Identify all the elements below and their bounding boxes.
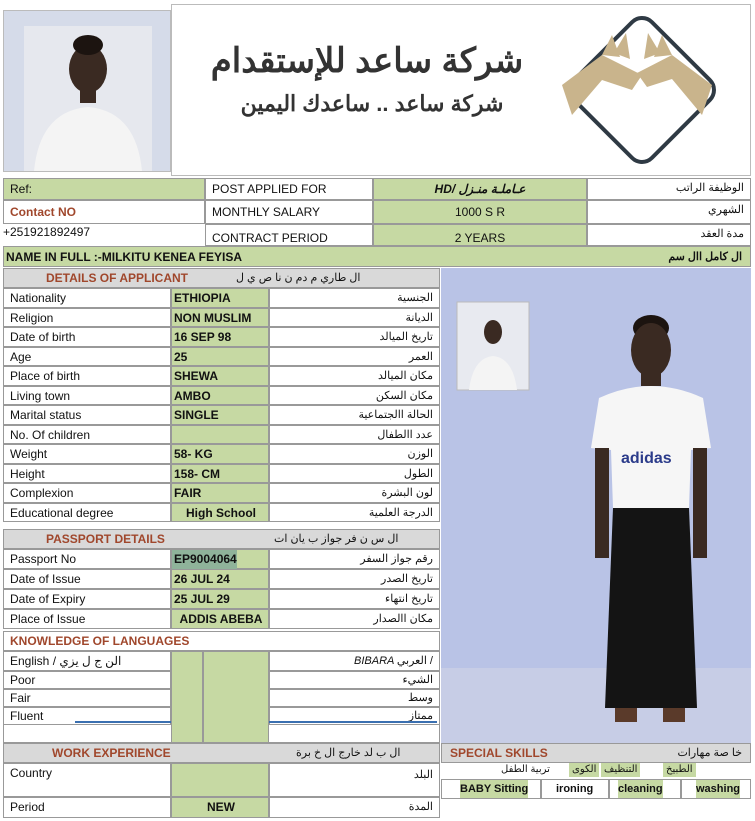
details-label: Age: [10, 349, 32, 364]
english-label: [3, 651, 171, 671]
passport-label: Date of Expiry: [10, 592, 86, 606]
details-label-cell: [3, 503, 171, 523]
details-ar-cell: [269, 308, 440, 328]
passport-row: [3, 569, 440, 589]
details-value-cell: [171, 347, 269, 367]
details-row: [3, 464, 440, 484]
details-row: [3, 288, 440, 308]
passport-ar-cell: [269, 589, 440, 609]
language-level-ar: وسط: [408, 692, 433, 704]
salary-label: MONTHLY SALARY: [205, 200, 373, 224]
skill-ar-washing: الطبيخ: [663, 763, 696, 777]
details-value: 25: [174, 349, 188, 364]
details-ar-cell: [269, 444, 440, 464]
country-label: Country: [10, 766, 53, 780]
applicant-full-photo: [441, 268, 751, 743]
details-label: Living town: [10, 388, 71, 403]
details-label-cell: [3, 425, 171, 445]
passport-value-cell: [171, 589, 269, 609]
details-label-cell: [3, 444, 171, 464]
language-level-label: Fair: [10, 691, 31, 705]
details-value: SINGLE: [174, 408, 219, 422]
details-label: Educational degree: [10, 505, 114, 520]
skill-ar-baby: تربية الطفل: [501, 764, 550, 775]
passport-ar-cell: [269, 549, 440, 569]
passport-ar: تاريخ الصدر: [381, 573, 433, 585]
details-value: FAIR: [174, 486, 202, 500]
company-logo: [542, 15, 732, 165]
passport-value: ADDIS ABEBA: [179, 612, 263, 626]
language-level-label-cell: [3, 689, 171, 707]
skills-ar-row: [441, 763, 751, 779]
details-label-cell: [3, 405, 171, 425]
passport-value: 26 JUL 24: [174, 572, 230, 586]
language-level-ar-cell: [269, 671, 440, 689]
details-value: 58- KG: [174, 447, 213, 461]
details-row: [3, 444, 440, 464]
applicant-headshot: [3, 10, 171, 172]
details-label: Complexion: [10, 486, 74, 500]
passport-value-cell: [171, 549, 269, 569]
details-title-ar: ال طاري م دم ن نا ص ي ل: [236, 272, 361, 284]
passport-label-cell: [3, 549, 171, 569]
salary-ar: الشهري: [587, 200, 751, 224]
passport-title: PASSPORT DETAILS: [46, 532, 165, 546]
post-value: HD/ عـاملـة منـزل: [373, 178, 587, 200]
details-ar: لون البشرة: [381, 487, 433, 499]
post-label: POST APPLIED FOR: [205, 178, 373, 200]
details-row: [3, 425, 440, 445]
details-ar: الحالة االجتماعية: [358, 409, 433, 421]
details-value: NON MUSLIM: [174, 310, 252, 325]
details-row: [3, 405, 440, 425]
details-label: No. Of children: [10, 427, 91, 442]
passport-label-cell: [3, 589, 171, 609]
work-period-ar-cell: [269, 797, 440, 818]
work-header: [3, 743, 440, 763]
contract-label: CONTRACT PERIOD: [205, 224, 373, 246]
passport-label: Place of Issue: [10, 612, 86, 626]
skill-ar-ironing: الكوى: [569, 763, 599, 777]
headshot-image: [4, 11, 170, 171]
details-value: 16 SEP 98: [174, 330, 232, 344]
details-row: [3, 386, 440, 406]
arabic-ar: / العربي: [396, 655, 433, 667]
company-name: شركة ساعد للإستقدام: [210, 42, 524, 80]
skill-cleaning-cell: [609, 779, 681, 799]
passport-ar: مكان االصدار: [373, 613, 433, 625]
passport-value-cell: [171, 569, 269, 589]
skill-baby-cell: [441, 779, 541, 799]
skill-baby-sitting: BABY Sitting: [460, 780, 528, 798]
contact-label: Contact NO: [10, 205, 76, 219]
period-ar: المدة: [408, 801, 433, 813]
language-level-label: Poor: [10, 673, 36, 687]
details-ar: الجنسية: [397, 292, 433, 304]
country-ar: البلد: [413, 769, 433, 781]
passport-ar: تاريخ انتهاء: [385, 593, 433, 605]
details-value-cell: [171, 288, 269, 308]
details-label-cell: [3, 464, 171, 484]
work-country-ar-cell: [269, 763, 440, 797]
arabic-label-cell: [269, 651, 440, 671]
language-level-ar-cell: [269, 689, 440, 707]
details-row: [3, 366, 440, 386]
details-row: [3, 308, 440, 328]
passport-label: Passport No: [10, 552, 77, 566]
passport-value: 25 JUL 29: [174, 592, 230, 606]
details-ar-cell: [269, 483, 440, 503]
details-label-cell: [3, 327, 171, 347]
contract-value: 2 YEARS: [373, 224, 587, 246]
details-ar: مكان الميالد: [377, 370, 433, 382]
details-header: [3, 268, 440, 288]
name-row: [3, 246, 751, 267]
details-ar: العمر: [408, 350, 433, 363]
work-period-value: [171, 797, 269, 818]
passport-ar-cell: [269, 609, 440, 629]
passport-row: [3, 549, 440, 569]
full-name-ar: ال كامل اال سم: [668, 251, 742, 263]
language-level-label-cell: [3, 671, 171, 689]
details-ar-cell: [269, 366, 440, 386]
details-ar: الوزن: [407, 448, 433, 460]
details-label: Weight: [10, 447, 48, 461]
work-title-ar: ال ب لد خارج ال خ برة: [296, 747, 401, 759]
work-period-label: [3, 797, 171, 818]
details-ar-cell: [269, 347, 440, 367]
period-value: NEW: [207, 800, 235, 814]
languages-table: [3, 651, 440, 743]
language-level-label: Fluent: [10, 709, 44, 723]
full-body-image: [441, 268, 751, 743]
ref-cell: [3, 178, 205, 200]
details-label: Place of birth: [10, 369, 81, 383]
details-label-cell: [3, 308, 171, 328]
details-ar: عدد االطفال: [377, 428, 433, 441]
details-ar-cell: [269, 386, 440, 406]
details-ar: الدرجة العلمية: [368, 506, 433, 519]
details-value-cell: [171, 483, 269, 503]
details-ar-cell: [269, 464, 440, 484]
passport-value-cell: [171, 609, 269, 629]
details-value: ETHIOPIA: [174, 291, 231, 305]
details-table: [3, 288, 440, 522]
details-ar: الطول: [403, 467, 433, 480]
salary-value: 1000 S R: [373, 200, 587, 224]
details-value-cell: [171, 503, 269, 523]
languages-header: [3, 631, 440, 651]
work-title: WORK EXPERIENCE: [52, 746, 171, 760]
passport-value: EP9004064: [172, 550, 237, 569]
details-label-cell: [3, 288, 171, 308]
skill-ar-cleaning: التنظيف: [601, 763, 640, 777]
company-tagline: شركة ساعد .. ساعدك اليمين: [240, 91, 504, 116]
details-label: Marital status: [10, 408, 82, 422]
details-value-cell: [171, 444, 269, 464]
work-country-value: [171, 763, 269, 797]
passport-label-cell: [3, 569, 171, 589]
details-ar-cell: [269, 288, 440, 308]
details-label: Date of birth: [10, 330, 76, 344]
passport-table: [3, 549, 440, 629]
svg-text:adidas: adidas: [621, 450, 672, 467]
details-value-cell: [171, 464, 269, 484]
passport-title-ar: ال س ن فر جواز ب يان ات: [274, 533, 399, 545]
work-country-label: [3, 763, 171, 797]
details-value-cell: [171, 405, 269, 425]
details-row: [3, 347, 440, 367]
language-spacer: [3, 725, 440, 743]
details-value-cell: [171, 425, 269, 445]
contact-value: +251921892497: [3, 225, 91, 239]
fluent-underline-left: [75, 721, 171, 723]
passport-ar: رقم جواز السفر: [360, 553, 433, 565]
details-label: Height: [10, 466, 45, 481]
company-header: [171, 4, 751, 176]
details-label-cell: [3, 347, 171, 367]
post-ar: الوظيفة الراتب: [587, 178, 751, 200]
details-label: Religion: [10, 310, 54, 325]
details-value-cell: [171, 327, 269, 347]
details-ar-cell: [269, 425, 440, 445]
skill-ironing: ironing: [556, 783, 594, 795]
full-name: NAME IN FULL :-MILKITU KENEA FEYISA: [6, 250, 242, 264]
details-row: [3, 483, 440, 503]
skills-title: SPECIAL SKILLS: [450, 746, 548, 760]
passport-label: Date of Issue: [10, 572, 81, 586]
contact-cell: [3, 200, 205, 224]
ref-label: Ref:: [10, 182, 33, 196]
details-label-cell: [3, 366, 171, 386]
arabic-label: BIBARA: [354, 655, 395, 667]
passport-label-cell: [3, 609, 171, 629]
details-value: High School: [186, 505, 256, 520]
details-label-cell: [3, 386, 171, 406]
details-label: Nationality: [10, 291, 67, 305]
details-ar-cell: [269, 503, 440, 523]
fluent-underline-right: [269, 721, 437, 723]
details-ar: الديانة: [405, 311, 433, 324]
skill-ironing-cell: [541, 779, 609, 799]
details-row: [3, 327, 440, 347]
period-label: Period: [10, 800, 45, 814]
passport-header: [3, 529, 440, 549]
details-title: DETAILS OF APPLICANT: [46, 271, 188, 285]
skills-row: [441, 779, 751, 799]
passport-row: [3, 589, 440, 609]
language-level-ar: الشيء: [402, 674, 433, 686]
details-row: [3, 503, 440, 523]
details-value-cell: [171, 366, 269, 386]
details-label-cell: [3, 483, 171, 503]
skills-header: [441, 743, 751, 763]
details-value: AMBO: [174, 388, 211, 403]
passport-ar-cell: [269, 569, 440, 589]
english-label-text: English / الن ج ل يزي: [10, 654, 122, 668]
languages-title: KNOWLEDGE OF LANGUAGES: [10, 634, 190, 648]
skill-washing: washing: [696, 780, 740, 798]
details-ar: مكان السكن: [375, 389, 433, 402]
details-ar: تاريخ الميالد: [379, 331, 433, 343]
passport-row: [3, 609, 440, 629]
details-value-cell: [171, 308, 269, 328]
details-ar-cell: [269, 327, 440, 347]
language-level-ar: ممتاز: [408, 710, 433, 722]
details-value: SHEWA: [174, 369, 219, 383]
details-value: 158- CM: [174, 466, 221, 481]
contract-ar: مدة العقد: [587, 224, 751, 246]
skill-washing-cell: [681, 779, 751, 799]
skill-cleaning: cleaning: [618, 780, 663, 798]
details-ar-cell: [269, 405, 440, 425]
details-value-cell: [171, 386, 269, 406]
skills-title-ar: خا صة مهارات: [677, 747, 742, 759]
